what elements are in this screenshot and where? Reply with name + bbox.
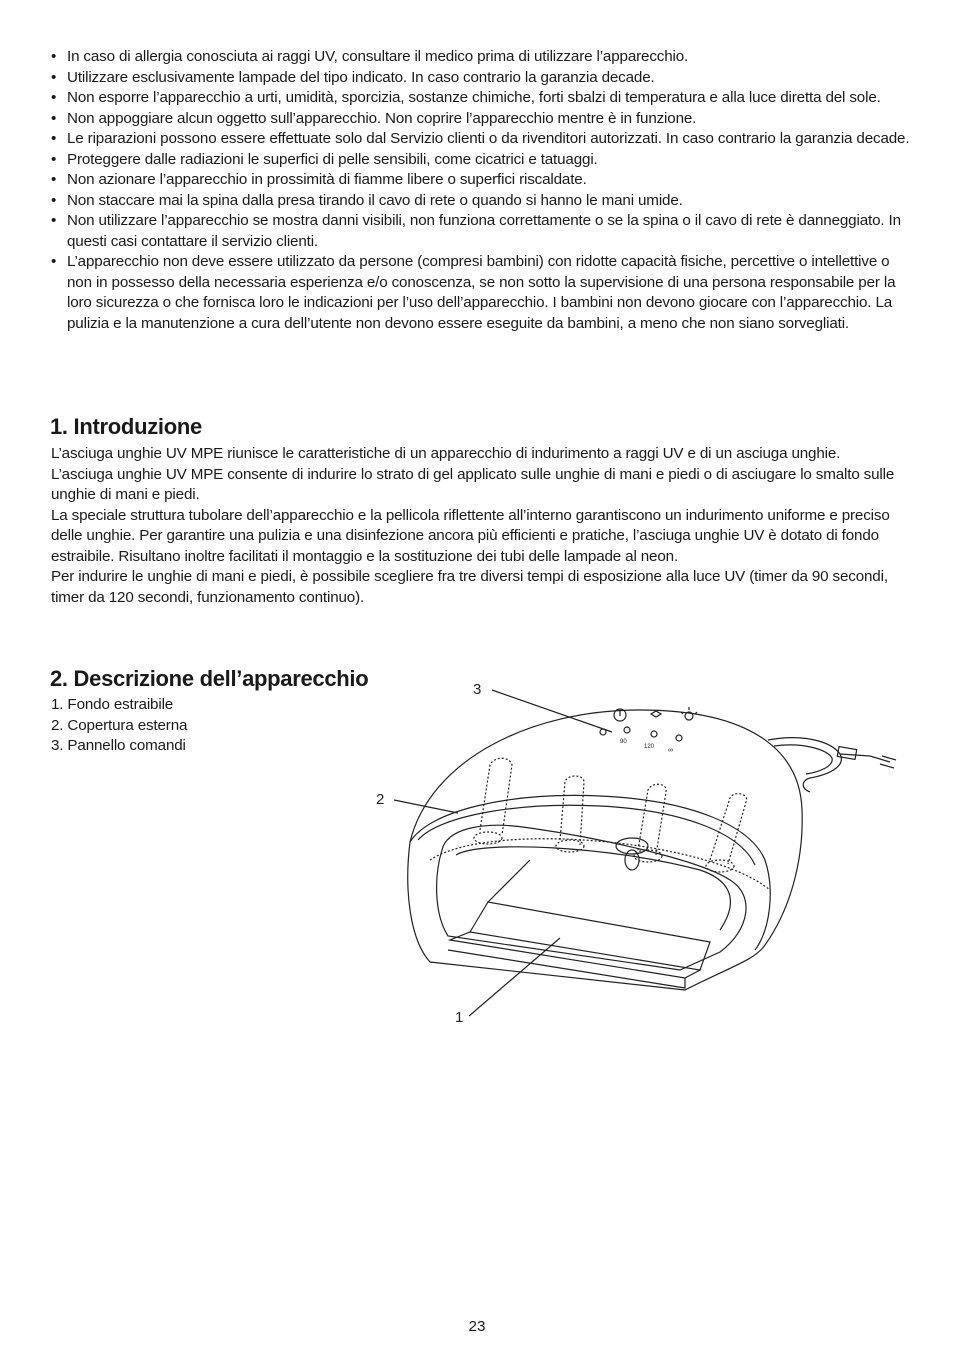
fan-icon <box>651 711 661 717</box>
callout-1: 1 <box>455 1009 464 1026</box>
bullet-item: • Utilizzare esclusivamente lampade del tipo indicato. In caso contrario la garanzia decade. <box>50 68 910 89</box>
intro-paragraph: L’asciuga unghie UV MPE riunisce le caratteristiche di un apparecchio di indurimento a raggi UV e di un asciuga unghie. <box>51 445 841 462</box>
continuous-label: ∞ <box>668 747 673 754</box>
bullet-item: • Le riparazioni possono essere effettuate solo dal Servizio clienti o da rivenditori autorizzati. In caso contrario la garanzia decade. <box>50 129 910 150</box>
bullet-item: • Non appoggiare alcun oggetto sull’apparecchio. Non coprire l’apparecchio mentre è in funzione. <box>50 109 910 130</box>
control-panel <box>600 707 697 754</box>
page-number: 23 <box>468 1318 486 1335</box>
nail-dryer-illustration <box>370 670 930 1040</box>
part-item: 3. Pannello comandi <box>51 737 186 754</box>
bullet-item: • Non staccare mai la spina dalla presa tirando il cavo di rete o quando si hanno le mani umide. <box>50 191 910 212</box>
intro-paragraph: La speciale struttura tubolare dell’apparecchio e la pellicola riflettente all’interno garantiscono un indurimento uniforme e preciso delle unghie. Per garantire una pulizia e una disinfezione ancora più efficienti e pratiche, l’asciuga unghie UV è dotato di fondo estraibile. Risultano inoltre facilitati il montaggio e la sostituzione dei tubi delle lampade al neon. <box>51 506 890 565</box>
callout-2: 2 <box>376 791 385 808</box>
intro-paragraph: L’asciuga unghie UV MPE consente di indurire lo strato di gel applicato sulle unghie di mani e piedi o di asciugare lo smalto sulle unghie di mani e piedi. <box>51 465 895 503</box>
leader-line-2 <box>394 800 458 813</box>
parts-list <box>51 695 187 757</box>
timer-120-indicator <box>651 731 657 737</box>
safety-bullet-list <box>50 47 910 334</box>
bullet-item: • Proteggere dalle radiazioni le superfici di pelle sensibili, come cicatrici e tatuaggi. <box>50 150 910 171</box>
intro-text <box>51 444 911 608</box>
timer-90-label: 90 <box>620 739 627 745</box>
part-item: 2. Copertura esterna <box>51 716 188 734</box>
timer-120-label: 120 <box>644 744 655 750</box>
continuous-indicator <box>676 735 682 741</box>
timer-90-indicator <box>600 729 606 735</box>
power-cord <box>768 738 896 792</box>
leader-line-1 <box>469 938 560 1016</box>
bullet-item: • In caso di allergia conosciuta ai raggi UV, consultare il medico prima di utilizzare l’apparecchio. <box>50 47 910 68</box>
intro-heading: 1. Introduzione <box>50 414 202 439</box>
inner-opening <box>437 825 746 970</box>
bullet-item: • Non utilizzare l’apparecchio se mostra danni visibili, non funziona correttamente o se la spina o il cavo di rete è danneggiato. In questi casi contattare il servizio clienti. <box>50 211 910 252</box>
leader-line-3 <box>492 690 612 732</box>
intro-paragraph: Per indurire le unghie di mani e piedi, è possibile scegliere fra tre diversi tempi di esposizione alla luce UV (timer da 90 secondi, timer da 120 secondi, funzionamento continuo). <box>51 568 888 606</box>
outer-cover <box>408 710 802 990</box>
callout-3: 3 <box>473 681 482 698</box>
bullet-item: • Non azionare l’apparecchio in prossimità di fiamme libere o superfici riscaldate. <box>50 170 910 191</box>
bullet-item: • L’apparecchio non deve essere utilizzato da persone (compresi bambini) con ridotte capacità fisiche, percettive o intellettive o non in possesso della necessaria esperienza e/o conoscenza, se non sotto la supervisione di una persona responsabile per la loro sicurezza o che fornisca loro le indicazioni per l’uso dell’apparecchio. I bambini non devono giocare con l’apparecchio. La pulizia e la manutenzione a cura dell’utente non devono essere eseguite da bambini, a meno che non siano sorvegliati. <box>50 252 910 334</box>
bullet-item: • Non esporre l’apparecchio a urti, umidità, sporcizia, sostanze chimiche, forti sbalzi di temperatura e alla luce diretta del sole. <box>50 88 910 109</box>
description-heading: 2. Descrizione dell’apparecchio <box>50 666 369 691</box>
part-item: 1. Fondo estraibile <box>51 696 174 713</box>
lamp-tubes <box>430 758 770 890</box>
